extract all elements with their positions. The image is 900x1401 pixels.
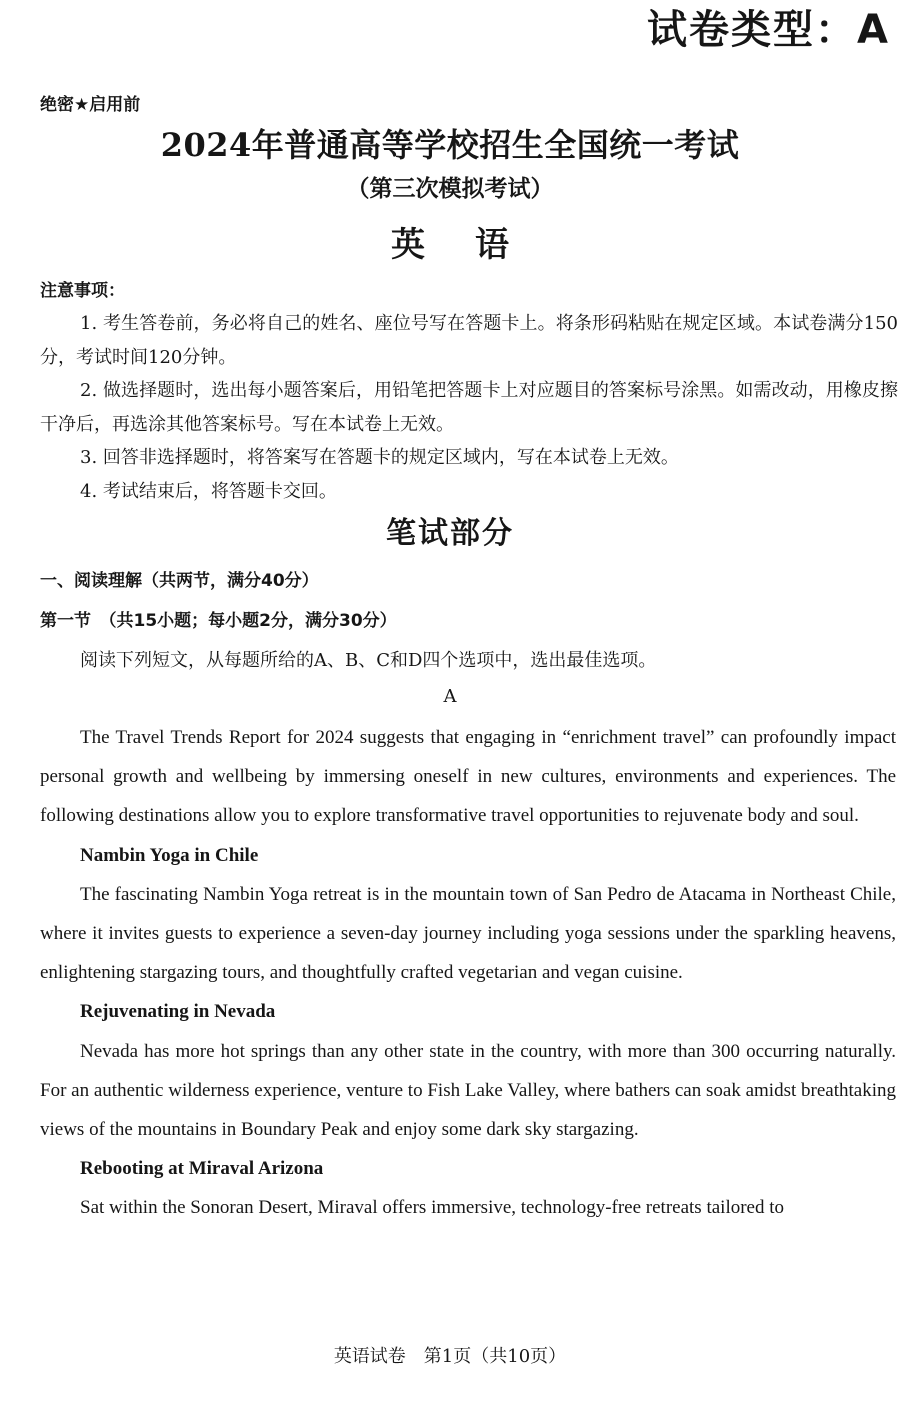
passage-subheading: Rejuvenating in Nevada <box>80 1001 276 1023</box>
section-title: 笔试部分 <box>386 516 514 551</box>
reading-instruction: 阅读下列短文，从每题所给的A、B、C和D四个选项中，选出最佳选项。 <box>80 650 657 671</box>
notice-item: 3. 回答非选择题时，将答案写在答题卡的规定区域内，写在本试卷上无效。 <box>80 447 679 469</box>
exam-title: 2024年普通高等学校招生全国统一考试 <box>160 126 740 164</box>
passage-paragraph: The fascinating Nambin Yoga retreat is in the mountain town of San Pedro de Atacama in Northeast Chile, where it invites guests to experience a seven-day journey including yoga sessions under the sparkling heavens, enlightening stargazing tours, and thoughtfully crafted vegetarian and vegan cuisine. <box>40 883 896 984</box>
passage-letter: A <box>443 686 457 707</box>
passage-subheading: Rebooting at Miraval Arizona <box>80 1158 324 1180</box>
passage-intro: The Travel Trends Report for 2024 suggests that engaging in “enrichment travel” can profoundly impact personal growth and wellbeing by immersing oneself in new cultures, environments and experiences. The following destinations allow you to explore transformative travel opportunities to rejuvenate body and soul. <box>40 727 896 827</box>
section1-title: 第一节 （共15小题；每小题2分，满分30分） <box>40 611 397 631</box>
passage-paragraph: Nevada has more hot springs than any other state in the country, with more than 300 occurring naturally. For an authentic wilderness experience, venture to Fish Lake Valley, where bathers can soak amidst breathtaking views of the mountains in Boundary Peak and enjoy some dark sky stargazing. <box>40 1040 896 1141</box>
notice-item: 1. 考生答卷前，务必将自己的姓名、座位号写在答题卡上。将条形码粘贴在规定区域。本试卷满分150分，考试时间120分钟。 <box>40 313 898 368</box>
exam-subtitle: （第三次模拟考试） <box>346 175 554 202</box>
secret-label: 绝密★启用前 <box>40 95 141 115</box>
notice-list <box>40 307 898 509</box>
passage-subheading: Nambin Yoga in Chile <box>80 844 259 866</box>
notice-item: 2. 做选择题时，选出每小题答案后，用铅笔把答题卡上对应题目的答案标号涂黑。如需改动，用橡皮擦干净后，再选涂其他答案标号。写在本试卷上无效。 <box>40 380 898 435</box>
notice-item: 4. 考试结束后，将答题卡交回。 <box>80 480 337 502</box>
passage-body <box>40 718 896 1228</box>
part-title: 一、阅读理解（共两节，满分40分） <box>40 571 319 591</box>
passage-paragraph: Sat within the Sonoran Desert, Miraval offers immersive, technology-free retreats tailored to <box>80 1197 785 1219</box>
subject-title: 英语 <box>391 225 559 265</box>
page-footer: 英语试卷 第1页（共10页） <box>333 1346 567 1367</box>
notice-heading: 注意事项： <box>40 281 125 301</box>
paper-type-label: 试卷类型：A <box>647 7 890 53</box>
